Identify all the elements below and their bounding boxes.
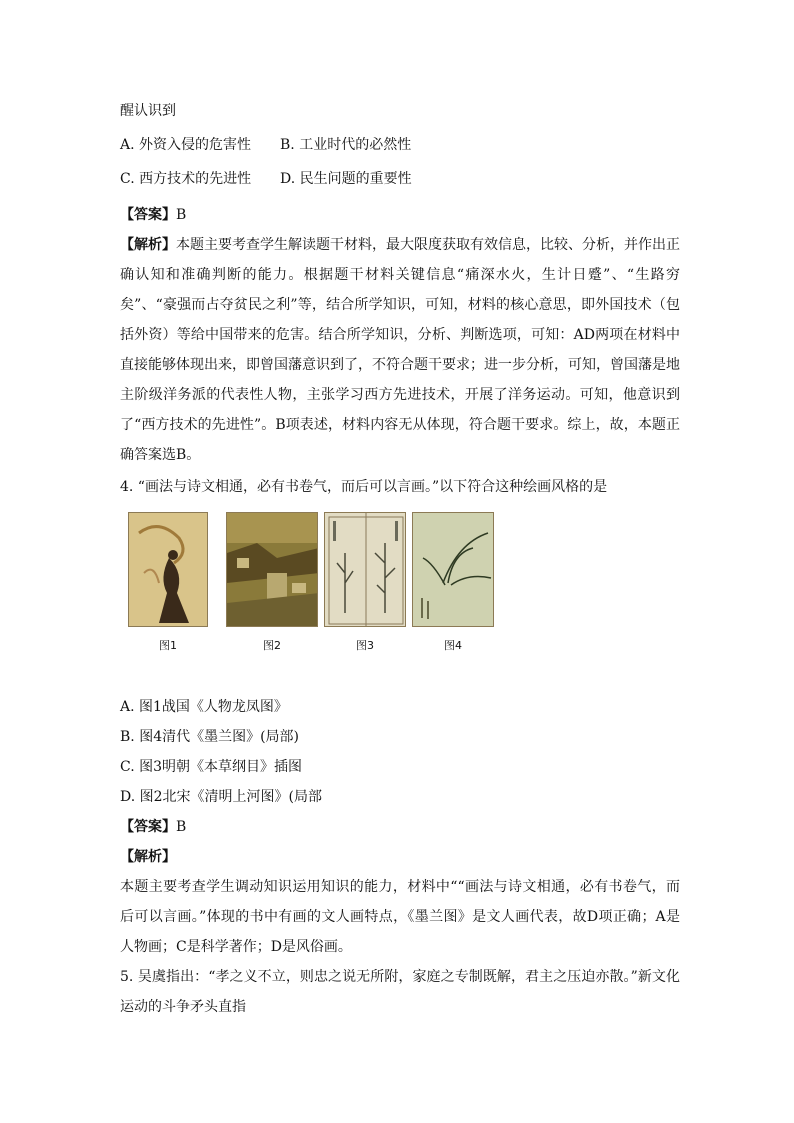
q4-option-b: B. 图4清代《墨兰图》(局部) xyxy=(120,729,300,745)
q4-answer-value: B xyxy=(176,819,187,835)
q4-option-a: A. 图1战国《人物龙凤图》 xyxy=(120,699,288,715)
q3-answer xyxy=(120,200,680,230)
figure-4 xyxy=(412,512,494,653)
figure-3 xyxy=(324,512,406,653)
q3-option-c: C. 西方技术的先进性 xyxy=(120,171,252,187)
figure-1 xyxy=(128,512,208,653)
ink-orchid-painting xyxy=(412,512,494,627)
figure-2 xyxy=(226,512,318,653)
q3-analysis-tag: 【解析】 xyxy=(120,237,176,253)
q4-option-d: D. 图2北宋《清明上河图》(局部 xyxy=(120,789,322,805)
document-page xyxy=(120,100,680,1022)
herbal-book-illustration xyxy=(324,512,406,627)
figure-4-caption: 图4 xyxy=(444,639,462,652)
figure-dragon-phoenix-painting xyxy=(128,512,208,627)
q4-stem: 4. “画法与诗文相通，必有书卷气，而后可以言画。”以下符合这种绘画风格的是 xyxy=(120,479,608,495)
q3-analysis-text: 本题主要考查学生解读题干材料，最大限度获取有效信息，比较、分析，并作出正确认知和准确判断的能力。根据题干材料关键信息“痛深水火，生计日蹙”、“生路穷矣”、“豪强而占夺贫民之利”等，结合所学知识，可知，材料的核心意思，即外国技术（包括外资）等给中国带来的危害。结合所学知识，分析、判断选项，可知：AD两项在材料中直接能够体现出来，即曾国藩意识到了，不符合题干要求；进一步分析，可知，曾国藩是地主阶级洋务派的代表性人物，主张学习西方先进技术，开展了洋务运动。可知，他意识到了“西方技术的先进性”。B项表述，材料内容无从体现，符合题干要求。综上，故，本题正确答案选B。 xyxy=(120,237,680,463)
figure-1-caption: 图1 xyxy=(159,639,177,652)
landscape-scroll-painting xyxy=(226,512,318,627)
q4-answer-tag: 【答案】 xyxy=(120,819,176,835)
q3-option-d: D. 民生问题的重要性 xyxy=(280,171,412,187)
q3-answer-tag: 【答案】 xyxy=(120,207,176,223)
q3-stem-tail: 醒认识到 xyxy=(120,103,176,119)
q3-options-row-1 xyxy=(120,134,680,156)
q4-figures xyxy=(120,512,680,662)
figure-3-caption: 图3 xyxy=(356,639,374,652)
q3-analysis xyxy=(120,230,680,470)
q3-option-b: B. 工业时代的必然性 xyxy=(280,137,412,153)
q4-answer xyxy=(120,812,680,842)
q3-answer-value: B xyxy=(176,207,187,223)
figure-2-caption: 图2 xyxy=(263,639,281,652)
q4-analysis-tag: 【解析】 xyxy=(120,849,176,865)
q5-stem: 5. 吴虞指出：“孝之义不立，则忠之说无所附，家庭之专制既解，君主之压迫亦散。”新文化运动的斗争矛头直指 xyxy=(120,969,680,1015)
q3-option-a: A. 外资入侵的危害性 xyxy=(120,137,252,153)
q3-options-row-2 xyxy=(120,168,680,190)
q4-option-c: C. 图3明朝《本草纲目》插图 xyxy=(120,759,303,775)
q4-analysis-text: 本题主要考查学生调动知识运用知识的能力，材料中““画法与诗文相通，必有书卷气，而后可以言画。”体现的书中有画的文人画特点，《墨兰图》是文人画代表，故D项正确；A是人物画；C是科学著作；D是风俗画。 xyxy=(120,879,680,955)
